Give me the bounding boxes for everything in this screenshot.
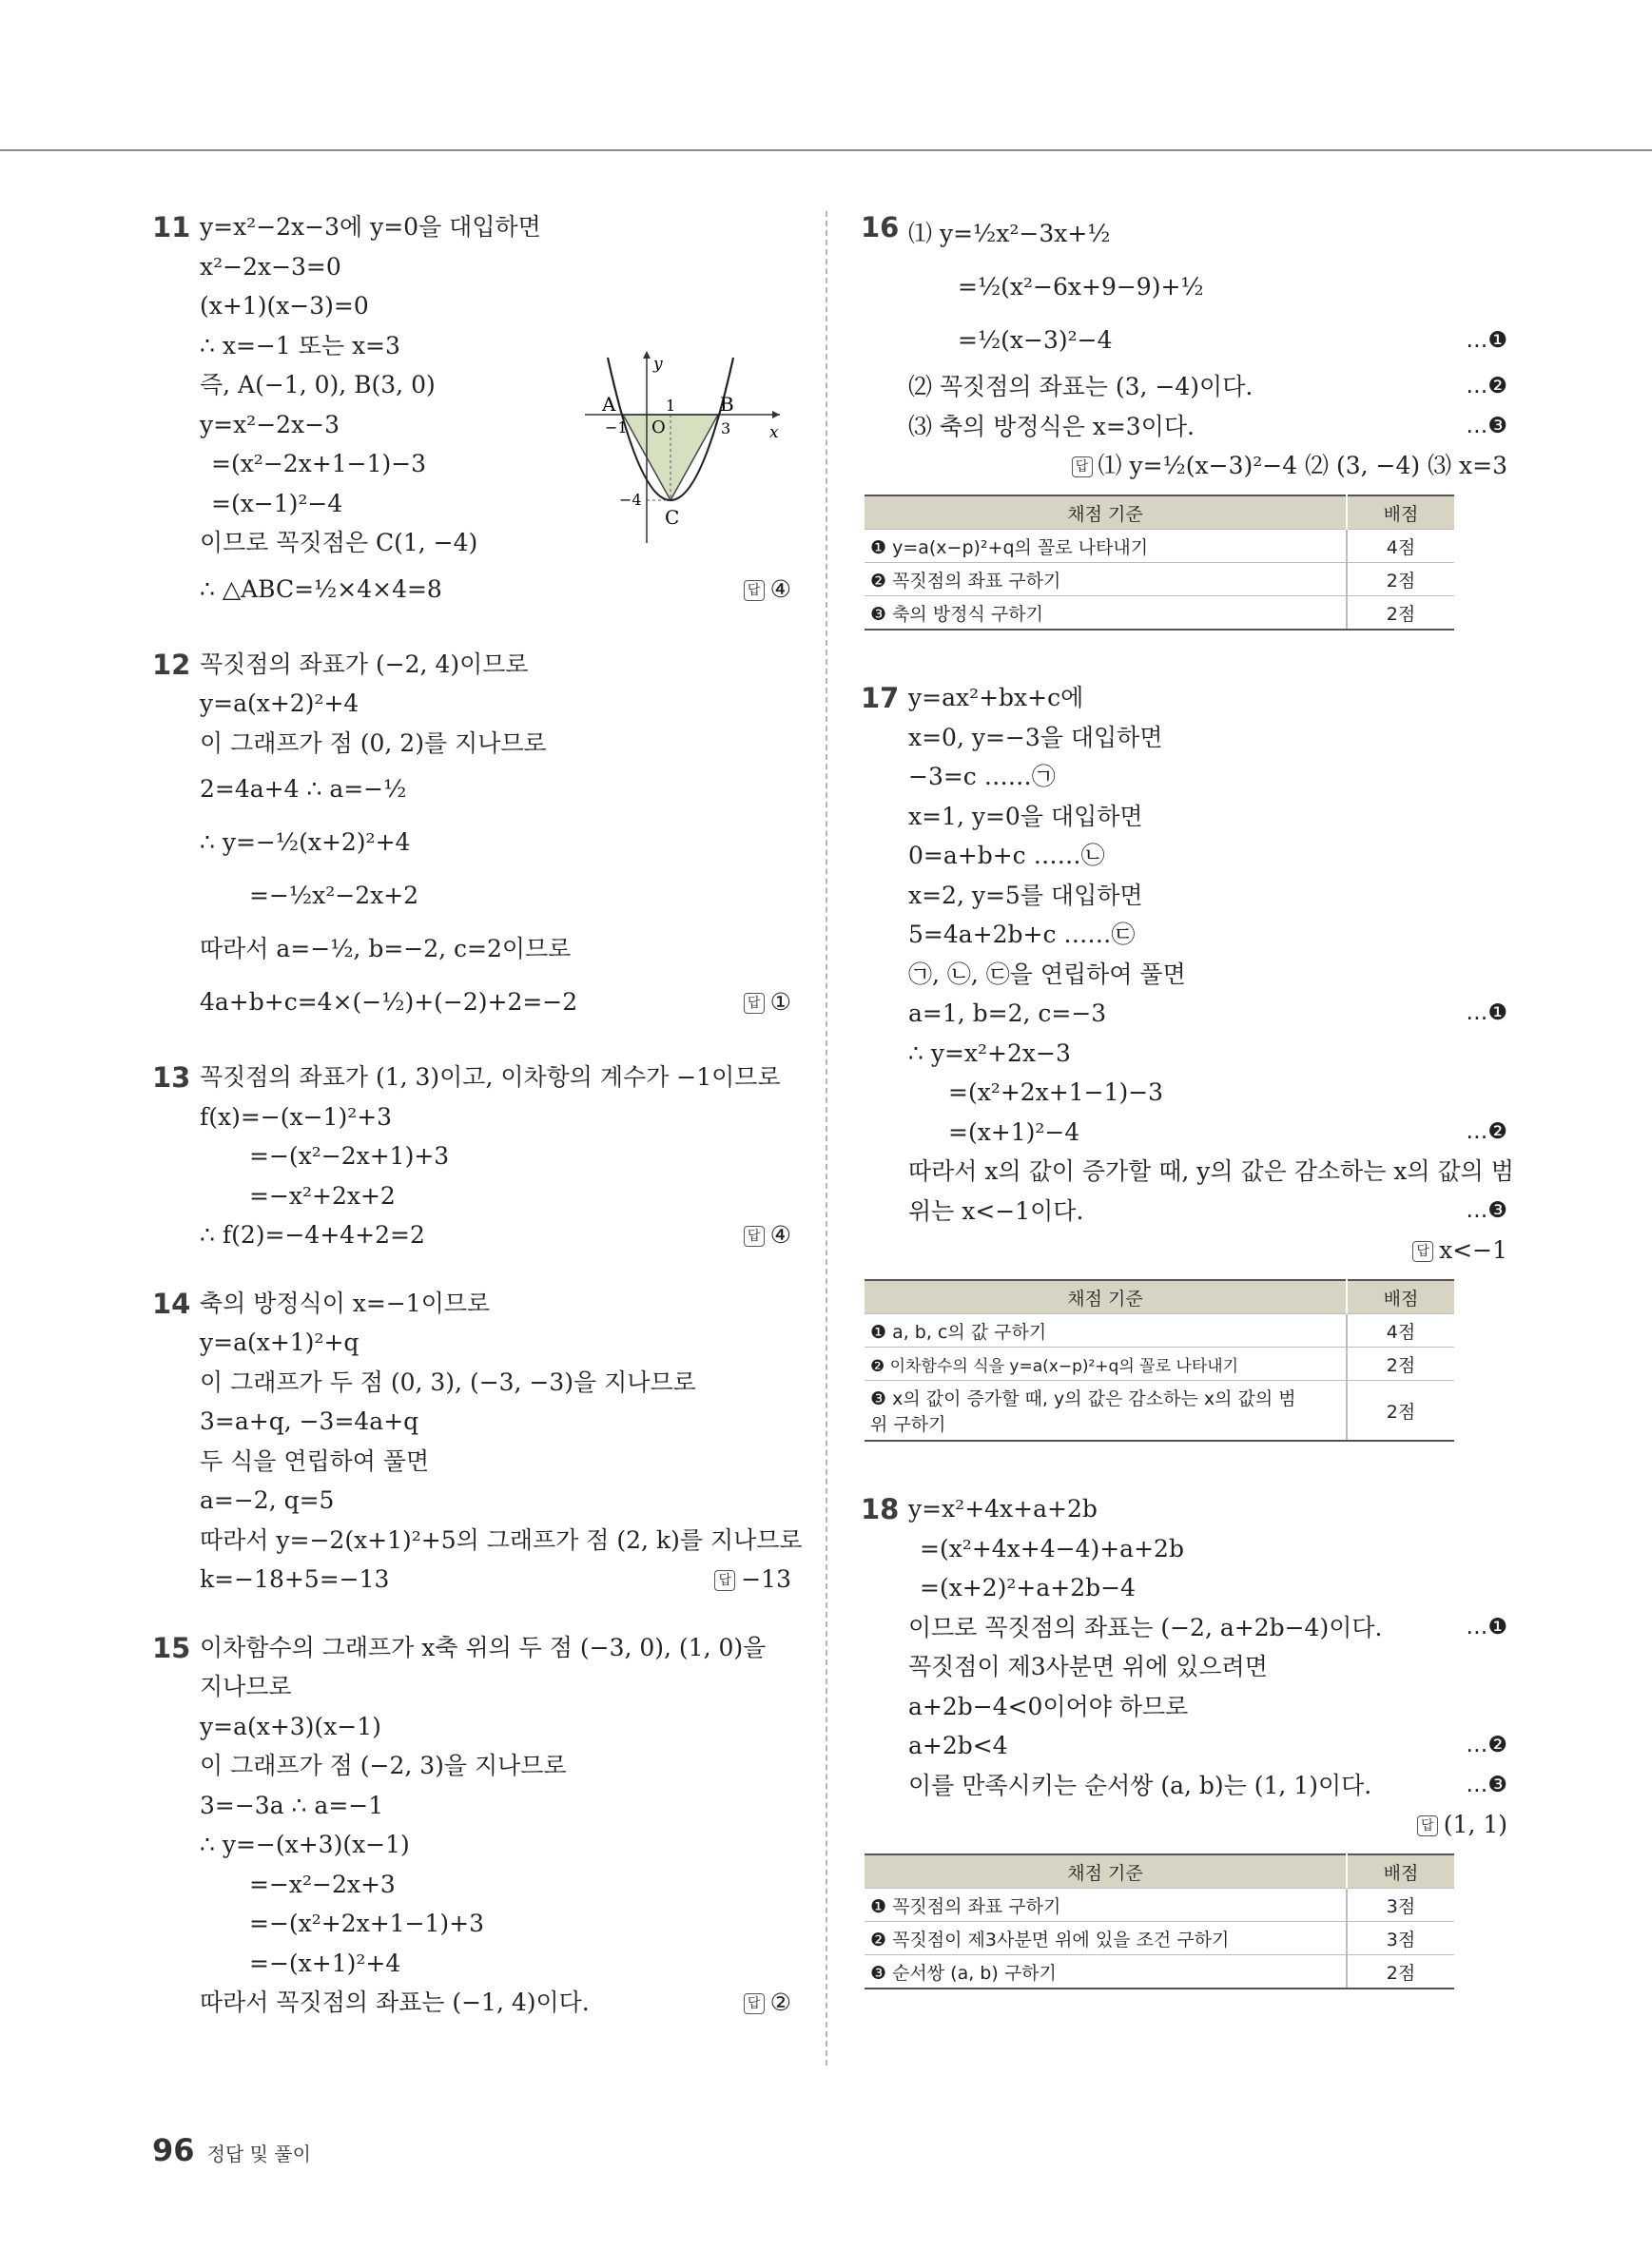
y-label: y	[653, 355, 663, 374]
answer	[744, 976, 791, 1029]
table-header: 배점	[1347, 1854, 1454, 1889]
line: 2=4a+4 ∴ a=−½	[200, 775, 407, 803]
page-number: 96	[152, 2132, 195, 2168]
criterion: ❸ 순서쌍 (a, b) 구하기	[865, 1955, 1347, 1989]
line-text: ⑶ 축의 방정식은 x=3이다.	[908, 412, 1195, 440]
line: (x+1)(x−3)=0	[200, 292, 369, 320]
table-header: 채점 기준	[865, 1280, 1347, 1314]
line: 따라서 y=−2(x+1)²+5의 그래프가 점 (2, k)를 지나므로	[200, 1525, 803, 1554]
line: ∴ y=−(x+3)(x−1)	[200, 1831, 410, 1858]
line: =−(x²−2x+1)+3	[249, 1142, 450, 1170]
step-mark: …❷	[1466, 374, 1507, 398]
table-row	[865, 1381, 1454, 1442]
line: 이차함수의 그래프가 x축 위의 두 점 (−3, 0), (1, 0)을	[200, 1633, 767, 1661]
table-row	[865, 530, 1454, 563]
line-text: ⑵ 꼭짓점의 좌표는 (3, −4)이다.	[908, 373, 1254, 400]
line: x=2, y=5를 대입하면	[908, 881, 1143, 909]
line: y=ax²+bx+c에	[908, 684, 1084, 711]
y-axis-arrow-icon	[643, 351, 651, 359]
line: ㉠, ㉡, ㉢을 연립하여 풀면	[908, 960, 1186, 988]
step-mark: …❶	[1466, 1614, 1507, 1640]
line: =(x+2)²+a+2b−4	[920, 1574, 1136, 1601]
table-header: 채점 기준	[865, 1854, 1347, 1889]
answer-value: ⑴ y=½(x−3)²−4 ⑵ (3, −4) ⑶ x=3	[1098, 452, 1507, 479]
line: ⑴ y=½x²−3x+½	[908, 220, 1111, 247]
step-mark: …❷	[1466, 1733, 1507, 1757]
answer	[744, 1215, 791, 1255]
answer-value: ①	[769, 988, 791, 1016]
line: =−(x²+2x+1−1)+3	[249, 1910, 485, 1937]
page-footer	[152, 2132, 311, 2168]
line: 지나므로	[200, 1673, 292, 1700]
line: 이 그래프가 점 (0, 2)를 지나므로	[200, 728, 547, 757]
problem-number: 12	[152, 648, 191, 681]
points: 4점	[1347, 1314, 1454, 1348]
points: 2점	[1347, 1348, 1454, 1381]
line	[908, 407, 1507, 447]
points: 2점	[1347, 596, 1454, 631]
origin-label: O	[651, 417, 666, 437]
problem-14	[152, 1284, 803, 1600]
line: =(x−1)²−4	[211, 489, 343, 517]
criterion: ❶ 꼭짓점의 좌표 구하기	[865, 1889, 1347, 1922]
problem-18	[861, 1489, 1507, 1989]
tick-1: 1	[666, 397, 676, 415]
line	[908, 1726, 1507, 1766]
line	[200, 1560, 791, 1600]
line-text: =(x+1)²−4	[948, 1117, 1080, 1146]
problem-number: 13	[152, 1061, 191, 1094]
answer-value: ②	[769, 1989, 791, 2016]
answer-badge-icon: 답	[744, 580, 765, 601]
problem-13	[152, 1058, 791, 1255]
line: 3=a+q, −3=4a+q	[200, 1407, 419, 1435]
problem-number: 18	[861, 1493, 900, 1525]
tick-minus-4: −4	[619, 491, 642, 509]
right-column	[861, 207, 1514, 2018]
scoring-table	[865, 1853, 1454, 1989]
line: 꼭짓점의 좌표가 (−2, 4)이므로	[200, 650, 529, 678]
line: 이므로 꼭짓점은 C(1, −4)	[200, 529, 478, 556]
line: 꼭짓점이 제3사분면 위에 있으려면	[908, 1653, 1268, 1680]
line: =(x²+2x+1−1)−3	[948, 1078, 1164, 1106]
line	[200, 1215, 791, 1255]
problem-11	[152, 207, 791, 616]
step-mark: …❸	[1466, 1772, 1507, 1797]
answer-badge-icon: 답	[744, 993, 765, 1014]
line: =−x²+2x+2	[249, 1181, 396, 1210]
step-mark: …❶	[1466, 328, 1507, 353]
answer	[744, 1983, 791, 2023]
table-header: 배점	[1347, 495, 1454, 530]
step-mark: …❶	[1466, 1000, 1507, 1025]
line: 두 식을 연립하여 풀면	[200, 1446, 430, 1475]
header-rule	[0, 149, 1652, 151]
table-row	[865, 1955, 1454, 1989]
step-mark: …❸	[1466, 1197, 1507, 1223]
line-text: ∴ f(2)=−4+4+2=2	[200, 1221, 425, 1249]
line	[908, 367, 1507, 407]
table-header: 채점 기준	[865, 495, 1347, 530]
table-row	[865, 1314, 1454, 1348]
line: y=x²−2x−3	[200, 410, 340, 438]
line: f(x)=−(x−1)²+3	[200, 1102, 393, 1131]
answer	[744, 563, 791, 616]
line	[908, 1766, 1507, 1806]
answer-badge-icon: 답	[1072, 456, 1093, 477]
answer-value: ④	[769, 1221, 791, 1249]
line: =−x²−2x+3	[249, 1870, 396, 1898]
problem-number: 16	[861, 211, 900, 243]
answer-value: ④	[769, 574, 791, 603]
criterion: ❷ 꼭짓점이 제3사분면 위에 있을 조건 구하기	[865, 1922, 1347, 1955]
criterion: ❶ y=a(x−p)²+q의 꼴로 나타내기	[865, 530, 1347, 563]
tick-minus-1: −1	[605, 418, 628, 437]
line: 3=−3a ∴ a=−1	[200, 1791, 384, 1819]
points: 2점	[1347, 563, 1454, 596]
points: 3점	[1347, 1889, 1454, 1922]
line: 즉, A(−1, 0), B(3, 0)	[200, 371, 436, 398]
criterion: ❸ x의 값이 증가할 때, y의 값은 감소하는 x의 값의 범위 구하기	[865, 1381, 1347, 1442]
line: x²−2x−3=0	[200, 252, 341, 281]
answer-badge-icon: 답	[1412, 1241, 1433, 1262]
line: 이 그래프가 두 점 (0, 3), (−3, −3)을 지나므로	[200, 1368, 696, 1396]
line: y=a(x+1)²+q	[200, 1329, 360, 1356]
problem-number: 15	[152, 1631, 191, 1664]
line: a+2b−4<0이어야 하므로	[908, 1692, 1189, 1720]
line	[200, 1983, 791, 2023]
line: 따라서 x의 값이 증가할 때, y의 값은 감소하는 x의 값의 범	[908, 1157, 1514, 1185]
line-text: ∴ △ABC=½×4×4=8	[200, 574, 442, 603]
scoring-table	[865, 495, 1454, 631]
line	[908, 1608, 1507, 1648]
answer	[908, 1805, 1507, 1844]
problem-16	[861, 207, 1507, 631]
step-mark: …❸	[1466, 413, 1507, 438]
line: y=x²−2x−3에 y=0을 대입하면	[200, 213, 541, 241]
answer	[714, 1560, 791, 1600]
line: a=−2, q=5	[200, 1486, 335, 1514]
tick-3: 3	[721, 419, 731, 437]
answer-badge-icon: 답	[744, 1226, 765, 1247]
points: 3점	[1347, 1922, 1454, 1955]
table-row	[865, 563, 1454, 596]
line: 축의 방정식이 x=−1이므로	[200, 1289, 491, 1317]
answer-value: (1, 1)	[1443, 1811, 1507, 1838]
problem-17	[861, 678, 1514, 1442]
answer-badge-icon: 답	[714, 1570, 735, 1591]
line: 이 그래프가 점 (−2, 3)을 지나므로	[200, 1752, 567, 1779]
line: ∴ x=−1 또는 x=3	[200, 331, 400, 359]
criterion: ❷ 꼭짓점의 좌표 구하기	[865, 563, 1347, 596]
line-text: 이를 만족시키는 순서쌍 (a, b)는 (1, 1)이다.	[908, 1771, 1372, 1799]
line: ∴ y=x²+2x−3	[908, 1038, 1071, 1067]
line: 0=a+b+c ……㉡	[908, 842, 1105, 869]
points: 4점	[1347, 530, 1454, 563]
line	[908, 1192, 1507, 1232]
line: y=a(x+2)²+4	[200, 689, 360, 717]
line	[200, 976, 791, 1029]
parabola-graph	[585, 348, 785, 557]
point-b-label: B	[720, 393, 734, 416]
line	[908, 314, 1507, 367]
footer-title: 정답 및 풀이	[206, 2143, 311, 2165]
line: =(x²+4x+4−4)+a+2b	[920, 1534, 1184, 1562]
line: 5=4a+2b+c ……㉢	[908, 921, 1136, 948]
left-column	[152, 207, 803, 2051]
problem-number: 11	[152, 211, 191, 243]
answer	[908, 1231, 1507, 1270]
line-text: 이므로 꼭짓점의 좌표는 (−2, a+2b−4)이다.	[908, 1613, 1383, 1641]
answer-value: −13	[741, 1565, 791, 1593]
line: x=1, y=0을 대입하면	[908, 802, 1143, 830]
column-divider	[826, 211, 827, 2066]
line	[908, 1113, 1507, 1153]
problem-number: 17	[861, 682, 900, 714]
scoring-table	[865, 1279, 1454, 1442]
problem-12	[152, 645, 791, 1030]
line: =½(x²−6x+9−9)+½	[958, 273, 1204, 301]
points: 2점	[1347, 1955, 1454, 1989]
line-text: =½(x−3)²−4	[958, 326, 1113, 354]
line: 꼭짓점의 좌표가 (1, 3)이고, 이차항의 계수가 −1이므로	[200, 1063, 781, 1091]
step-mark: …❷	[1466, 1118, 1507, 1144]
line: −3=c ……㉠	[908, 763, 1056, 790]
points: 2점	[1347, 1381, 1454, 1442]
line-text: 4a+b+c=4×(−½)+(−2)+2=−2	[200, 988, 578, 1016]
line: x=0, y=−3을 대입하면	[908, 723, 1163, 751]
point-c-label: C	[665, 506, 680, 529]
problem-number: 14	[152, 1287, 191, 1320]
line: =−(x+1)²+4	[249, 1949, 401, 1977]
line-text: 따라서 꼭짓점의 좌표는 (−1, 4)이다.	[200, 1989, 590, 2016]
answer	[908, 446, 1507, 485]
table-row	[865, 1922, 1454, 1955]
line: y=a(x+3)(x−1)	[200, 1712, 381, 1740]
x-axis-arrow-icon	[772, 411, 780, 418]
criterion: ❷ 이차함수의 식을 y=a(x−p)²+q의 꼴로 나타내기	[865, 1348, 1347, 1381]
x-label: x	[769, 423, 779, 442]
line: =(x²−2x+1−1)−3	[211, 450, 427, 477]
table-row	[865, 1348, 1454, 1381]
criterion: ❶ a, b, c의 값 구하기	[865, 1314, 1347, 1348]
line: =−½x²−2x+2	[249, 882, 419, 909]
answer-value: x<−1	[1439, 1236, 1507, 1264]
line: y=x²+4x+a+2b	[908, 1495, 1098, 1523]
criterion: ❸ 축의 방정식 구하기	[865, 596, 1347, 631]
point-a-label: A	[602, 393, 616, 416]
line-text: k=−18+5=−13	[200, 1565, 390, 1593]
line-text: a=1, b=2, c=−3	[908, 999, 1107, 1027]
answer-badge-icon: 답	[1417, 1815, 1438, 1836]
line	[908, 994, 1507, 1034]
line	[200, 563, 791, 616]
problem-15	[152, 1628, 791, 2023]
line: ∴ y=−½(x+2)²+4	[200, 828, 411, 856]
line: 따라서 a=−½, b=−2, c=2이므로	[200, 935, 572, 962]
answer-badge-icon: 답	[744, 1993, 765, 2014]
line-text: 위는 x<−1이다.	[908, 1196, 1084, 1225]
table-row	[865, 596, 1454, 631]
table-header: 배점	[1347, 1280, 1454, 1314]
line-text: a+2b<4	[908, 1732, 1008, 1759]
table-row	[865, 1889, 1454, 1922]
